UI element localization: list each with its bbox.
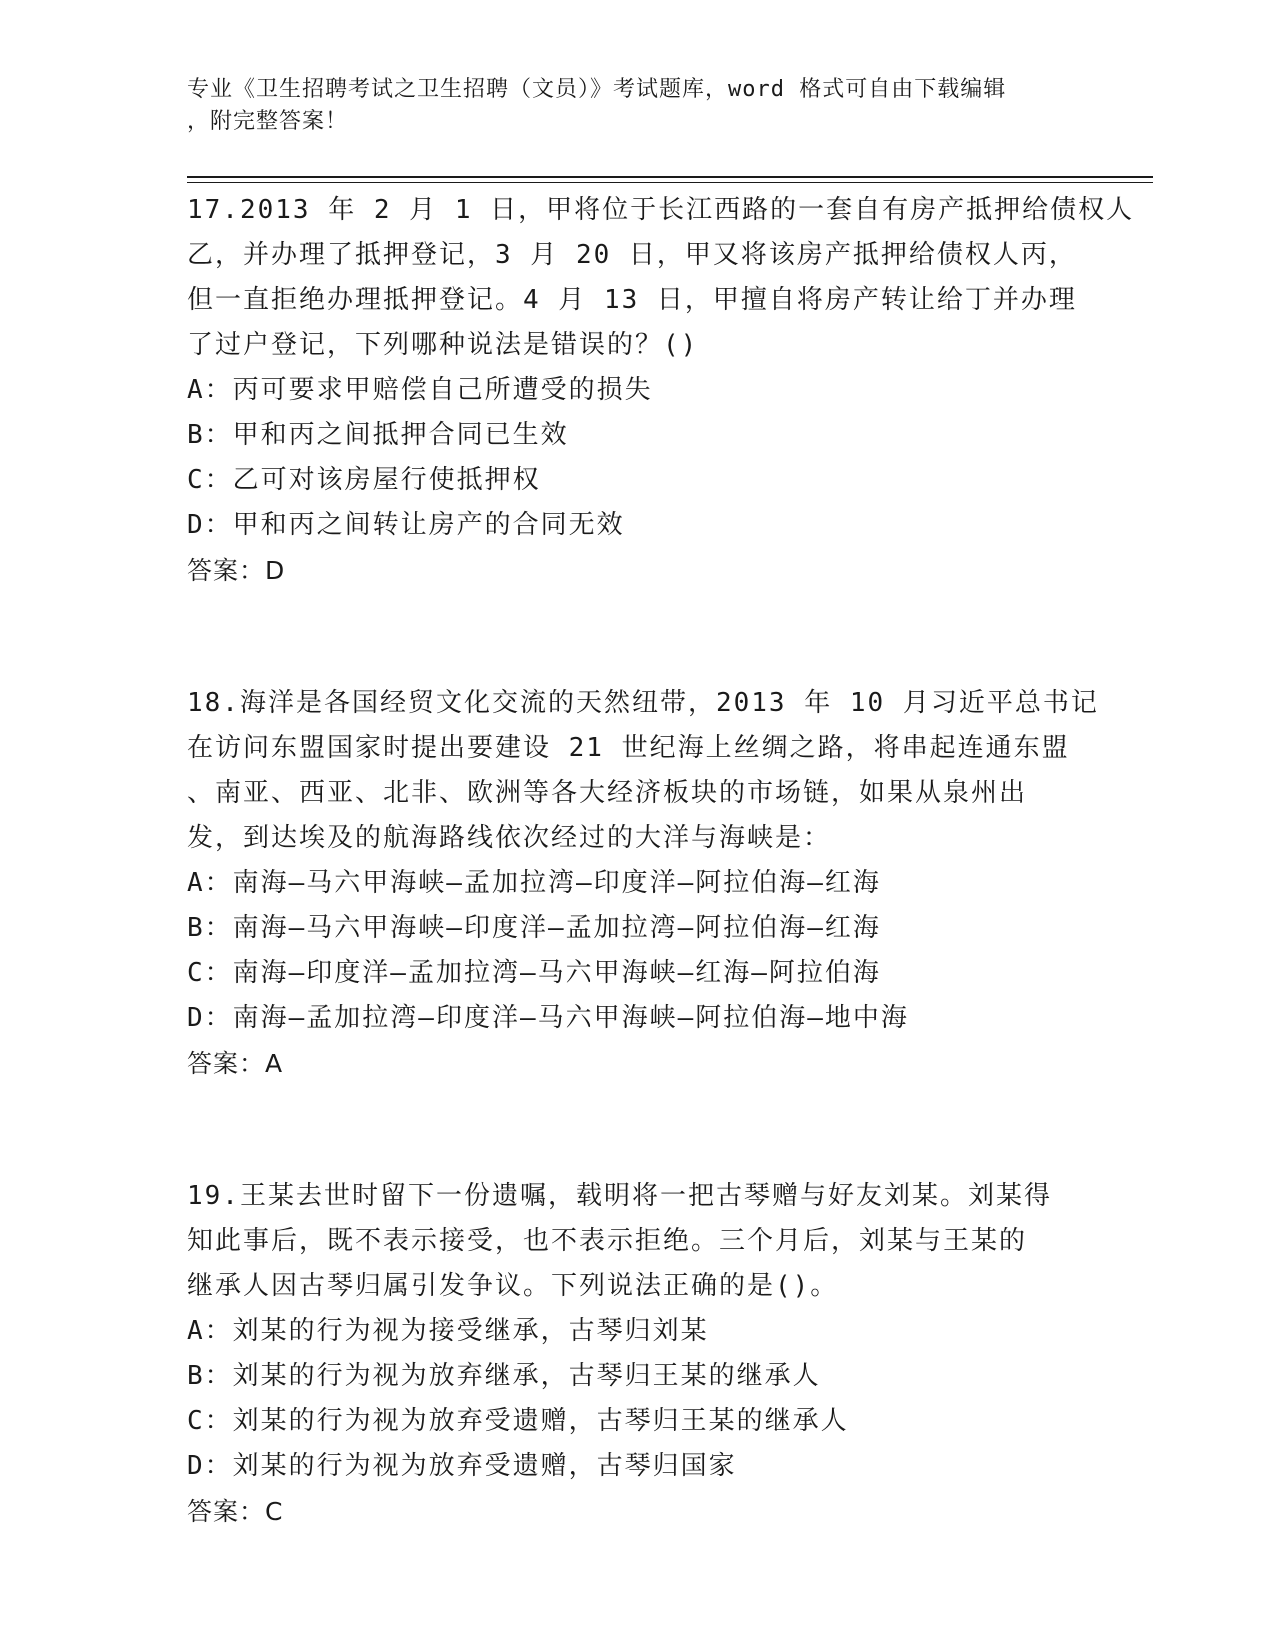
answer-label: 答案：D: [187, 556, 286, 585]
question-text-line: 了过户登记，下列哪种说法是错误的？(): [187, 330, 699, 360]
question-text-line: 19.王某去世时留下一份遗嘱，载明将一把古琴赠与好友刘某。刘某得: [187, 1181, 1052, 1211]
question-text-line: 在访问东盟国家时提出要建设 21 世纪海上丝绸之路，将串起连通东盟: [187, 733, 1070, 763]
question-text-line: 知此事后，既不表示接受，也不表示拒绝。三个月后，刘某与王某的: [187, 1226, 1028, 1256]
option-a: A：丙可要求甲赔偿自己所遭受的损失: [187, 375, 653, 405]
question-list: [187, 188, 1135, 1534]
question-19: [187, 1174, 1087, 1534]
option-c: C：刘某的行为视为放弃受遗赠，古琴归王某的继承人: [187, 1406, 849, 1436]
question-text-line: 乙，并办理了抵押登记，3 月 20 日，甲又将该房产抵押给债权人丙，: [187, 240, 1077, 270]
option-d: D：南海—孟加拉湾—印度洋—马六甲海峡—阿拉伯海—地中海: [187, 1003, 909, 1033]
option-d: D：刘某的行为视为放弃受遗赠，古琴归国家: [187, 1451, 737, 1481]
answer-label: 答案：C: [187, 1497, 284, 1526]
option-a: A：南海—马六甲海峡—孟加拉湾—印度洋—阿拉伯海—红海: [187, 868, 881, 898]
question-text-line: 、南亚、西亚、北非、欧洲等各大经济板块的市场链，如果从泉州出: [187, 778, 1028, 808]
option-c: C：南海—印度洋—孟加拉湾—马六甲海峡—红海—阿拉伯海: [187, 958, 881, 988]
question-text-line: 17.2013 年 2 月 1 日，甲将位于长江西路的一套自有房产抵押给债权人: [187, 195, 1135, 225]
header-divider-thin: [187, 182, 1153, 183]
option-d: D：甲和丙之间转让房产的合同无效: [187, 510, 625, 540]
question-18: [187, 681, 1099, 1086]
header-line-2: ，附完整答案！: [187, 109, 349, 134]
question-spacer: [187, 593, 1087, 681]
header-line-1: 专业《卫生招聘考试之卫生招聘（文员）》考试题库，word 格式可自由下载编辑: [187, 77, 1007, 102]
question-text-line: 但一直拒绝办理抵押登记。4 月 13 日，甲擅自将房产转让给丁并办理: [187, 285, 1077, 315]
option-b: B：南海—马六甲海峡—印度洋—孟加拉湾—阿拉伯海—红海: [187, 913, 881, 943]
question-text-line: 发，到达埃及的航海路线依次经过的大洋与海峡是：: [187, 823, 832, 853]
question-text-line: 18.海洋是各国经贸文化交流的天然纽带，2013 年 10 月习近平总书记: [187, 688, 1099, 718]
question-17: [187, 188, 1135, 593]
option-b: B：刘某的行为视为放弃继承，古琴归王某的继承人: [187, 1361, 821, 1391]
option-b: B：甲和丙之间抵押合同已生效: [187, 420, 569, 450]
question-text-line: 继承人因古琴归属引发争议。下列说法正确的是()。: [187, 1271, 839, 1301]
option-a: A：刘某的行为视为接受继承，古琴归刘某: [187, 1316, 709, 1346]
option-c: C：乙可对该房屋行使抵押权: [187, 465, 541, 495]
document-header: [187, 74, 1067, 138]
question-spacer: [187, 1086, 1087, 1174]
header-divider-thick: [187, 176, 1153, 178]
answer-label: 答案：A: [187, 1049, 284, 1078]
